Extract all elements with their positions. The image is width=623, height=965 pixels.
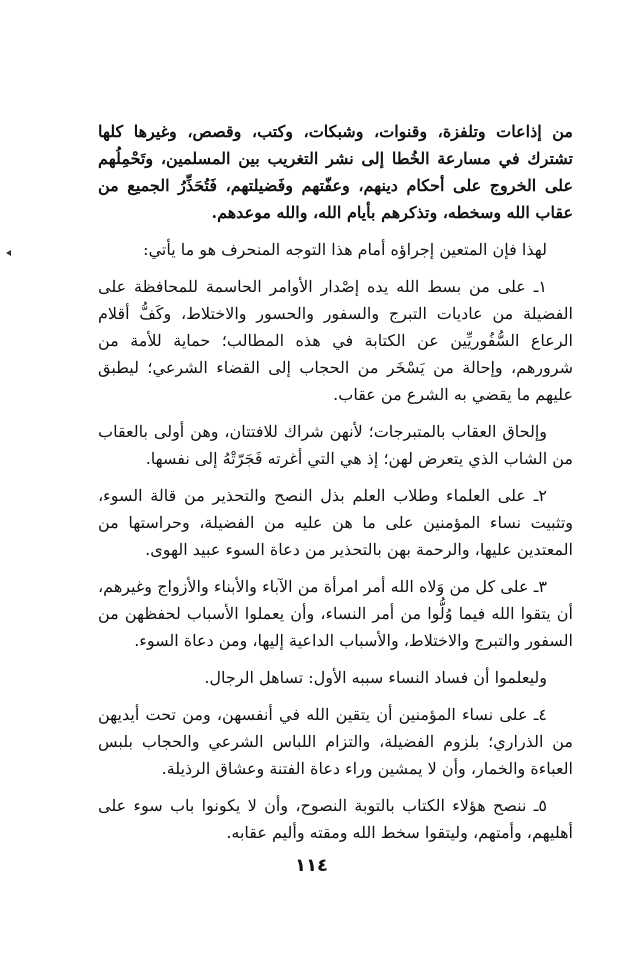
paragraph: من إذاعات وتلفزة، وقنوات، وشبكات، وكتب، وقصص، وغيرها كلها تشترك في مسارعة الخُطا إلى نشر التغريب بين المسلمين، وتَحْمِلُهم على الخروج على أحكام دينهم، وعفّتهم وفَضيلتهم، فَتُحَذِّرُ الجميع من عقاب الله وسخطه، وتذكرهم بأيام الله، والله موعدهم.	[98, 122, 573, 222]
paragraph: ٤ـ على نساء المؤمنين أن يتقين الله في أنفسهن، ومن تحت أيديهن من الذراري؛ بلزوم الفضيلة، والتزام اللباس الشرعي والحجاب بلبس العباءة والخمار، وأن لا يمشين وراء دعاة الفتنة وعشاق الرذيلة.	[98, 705, 573, 778]
page-number: ١١٤	[295, 855, 328, 876]
scan-edge-mark	[6, 250, 11, 256]
paragraph: ١ـ على من بسط الله يده إصْدار الأوامر الحاسمة للمحافظة على الفضيلة من عاديات التبرج والسفور والحسور والاختلاط، وكَفُّ أقلام الرعاع السُّفُوريِّين عن الكتابة في هذه المطالب؛ حماية للأمة من شرورهم، وإحالة من يَسْخَر من الحجاب إلى القضاء الشرعي؛ ليطبق عليهم ما يقضي به الشرع من عقاب.	[98, 277, 573, 404]
paragraph: ٣ـ على كل من وَلاه الله أمر امرأة من الآباء والأبناء والأزواج وغيرهم، أن يتقوا الله فيما وُلُّوا من أمر النساء، وأن يعملوا الأسباب لحفظهن من السفور والتبرج والاختلاط، والأسباب الداعية إليها، ومن دعاة السوء.	[98, 577, 573, 650]
body-text	[98, 118, 573, 856]
paragraph: ٢ـ على العلماء وطلاب العلم بذل النصح والتحذير من قالة السوء، وتثبيت نساء المؤمنين على ما هن عليه من الفضيلة، وحراستها من المعتدين عليها، والرحمة بهن بالتحذير من دعاة السوء عبيد الهوى.	[98, 486, 573, 559]
paragraph: وليعلموا أن فساد النساء سببه الأول: تساهل الرجال.	[204, 668, 547, 687]
paragraph: ٥ـ ننصح هؤلاء الكتاب بالتوبة النصوح، وأن لا يكونوا باب سوء على أهليهم، وأمتهم، وليتقوا سخط الله ومقته وأليم عقابه.	[98, 796, 573, 842]
paragraph: وإلحاق العقاب بالمتبرجات؛ لأنهن شراك للافتتان، وهن أولى بالعقاب من الشاب الذي يتعرض لهن؛ إذ هي التي أغرته فَجَرّتْهُ إلى نفسها.	[98, 422, 573, 468]
paragraph: لهذا فإن المتعين إجراؤه أمام هذا التوجه المنحرف هو ما يأتي:	[143, 240, 547, 259]
